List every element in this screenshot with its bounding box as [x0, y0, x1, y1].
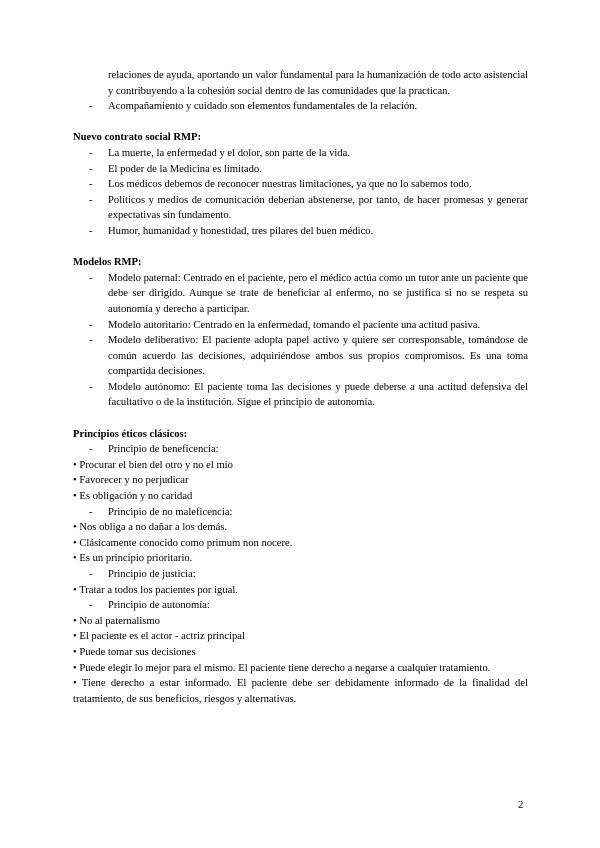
section-heading-modelos: Modelos RMP:	[73, 257, 142, 269]
list-item-text: Modelo autónomo: El paciente toma las decisiones y puede deberse a una actitud defensiva del facultativo o de la institución. Sigue el principio de autonomía.	[108, 381, 528, 409]
dash-marker: -	[89, 194, 93, 206]
intro-list-item	[73, 99, 528, 115]
bullet-item: • Puede tomar sus decisiones	[73, 646, 196, 658]
dash-marker: -	[89, 179, 93, 191]
list-item	[73, 193, 528, 224]
list-item-text: Modelo autoritario: Centrado en la enfermedad, tomando el paciente una actitud pasiva.	[108, 319, 481, 331]
list-item-text: Modelo paternal: Centrado en el paciente, pero el médico actúa como un tutor ante un paciente que debe ser dirigido. Aunque se trate de beneficiar al enfermo, no se justifica si no se respeta su autonomía y derecho a participar.	[108, 272, 528, 315]
list-item-text: El poder de la Medicina es limitado.	[108, 163, 262, 175]
dash-marker: -	[89, 147, 93, 159]
section-heading-principios: Principios éticos clásicos:	[73, 428, 188, 440]
list-item	[73, 162, 528, 178]
bullet-item: • El paciente es el actor - actriz principal	[73, 631, 245, 643]
bullet-item: • Puede elegir lo mejor para el mismo. El paciente tiene derecho a negarse a cualquier tratamiento.	[73, 662, 491, 674]
dash-marker: -	[89, 272, 93, 284]
list-item-text: Acompañamiento y cuidado son elementos fundamentales de la relación.	[108, 101, 418, 113]
dash-marker: -	[89, 335, 93, 347]
dash-marker: -	[89, 163, 93, 175]
dash-marker: -	[89, 569, 93, 580]
bullet-item: • Es un principio prioritario.	[73, 553, 193, 565]
list-item-text: Los médicos debemos de reconocer nuestras limitaciones, ya que no lo sabemos todo.	[108, 179, 472, 191]
bullet-item: • Es obligación y no caridad	[73, 491, 193, 503]
list-item	[73, 271, 528, 318]
bullet-item: • No al paternalismo	[73, 615, 160, 627]
dash-marker: -	[89, 444, 93, 456]
principle-title-text: Principio de no maleficencia:	[108, 506, 233, 518]
list-item	[73, 318, 528, 334]
list-item	[73, 146, 528, 162]
list-item-text: Humor, humanidad y honestidad, tres pilares del buen médico.	[108, 225, 374, 237]
list-item	[73, 224, 528, 240]
list-item	[73, 380, 528, 411]
bullet-item: • Tiene derecho a estar informado. El paciente debe ser debidamente informado de la finalidad del tratamiento, de sus beneficios, riesgos y alternativas.	[73, 678, 528, 705]
dash-marker: -	[89, 225, 93, 237]
dash-marker: -	[89, 600, 93, 612]
list-item	[73, 333, 528, 380]
list-item-text: Modelo deliberativo: El paciente adopta papel activo y quiere ser corresponsable, tomándose de común acuerdo las decisiones, adquiriéndose ambos sus propios compromisos. Es una toma compartida decisiones.	[108, 335, 528, 378]
principle-title-justicia	[73, 567, 528, 583]
principle-title-text: Principio de justicia:	[108, 569, 196, 580]
bullet-item: • Nos obliga a no dañar a los demás.	[73, 522, 228, 534]
bullet-item: • Favorecer y no perjudicar	[73, 475, 189, 487]
list-item	[73, 177, 528, 193]
dash-marker: -	[89, 506, 93, 518]
principle-title-text: Principio de beneficencia:	[108, 444, 219, 456]
principle-title-beneficencia	[73, 442, 528, 458]
dash-marker: -	[89, 101, 93, 113]
intro-continuation: relaciones de ayuda, aportando un valor fundamental para la humanización de todo acto asistencial y contribuyendo a la cohesión social dentro de las comunidades que la practican.	[108, 70, 528, 97]
bullet-item: • Procurar el bien del otro y no el mío	[73, 459, 233, 471]
dash-marker: -	[89, 381, 93, 393]
principle-title-text: Principio de autonomía:	[108, 600, 210, 612]
bullet-item: • Clásicamente conocido como primum non nocere.	[73, 537, 293, 549]
principle-title-no-maleficencia	[73, 505, 528, 521]
dash-marker: -	[89, 319, 93, 331]
page-content	[73, 68, 528, 707]
list-item-text: Políticos y medios de comunicación deberían abstenerse, por tanto, de hacer promesas y generar expectativas sin fundamento.	[108, 194, 528, 222]
principle-title-autonomia	[73, 598, 528, 614]
section-heading-contrato: Nuevo contrato social RMP:	[73, 132, 201, 144]
bullet-item: • Tratar a todos los pacientes por igual.	[73, 584, 238, 596]
list-item-text: La muerte, la enfermedad y el dolor, son parte de la vida.	[108, 147, 350, 159]
page-number: 2	[518, 800, 524, 811]
